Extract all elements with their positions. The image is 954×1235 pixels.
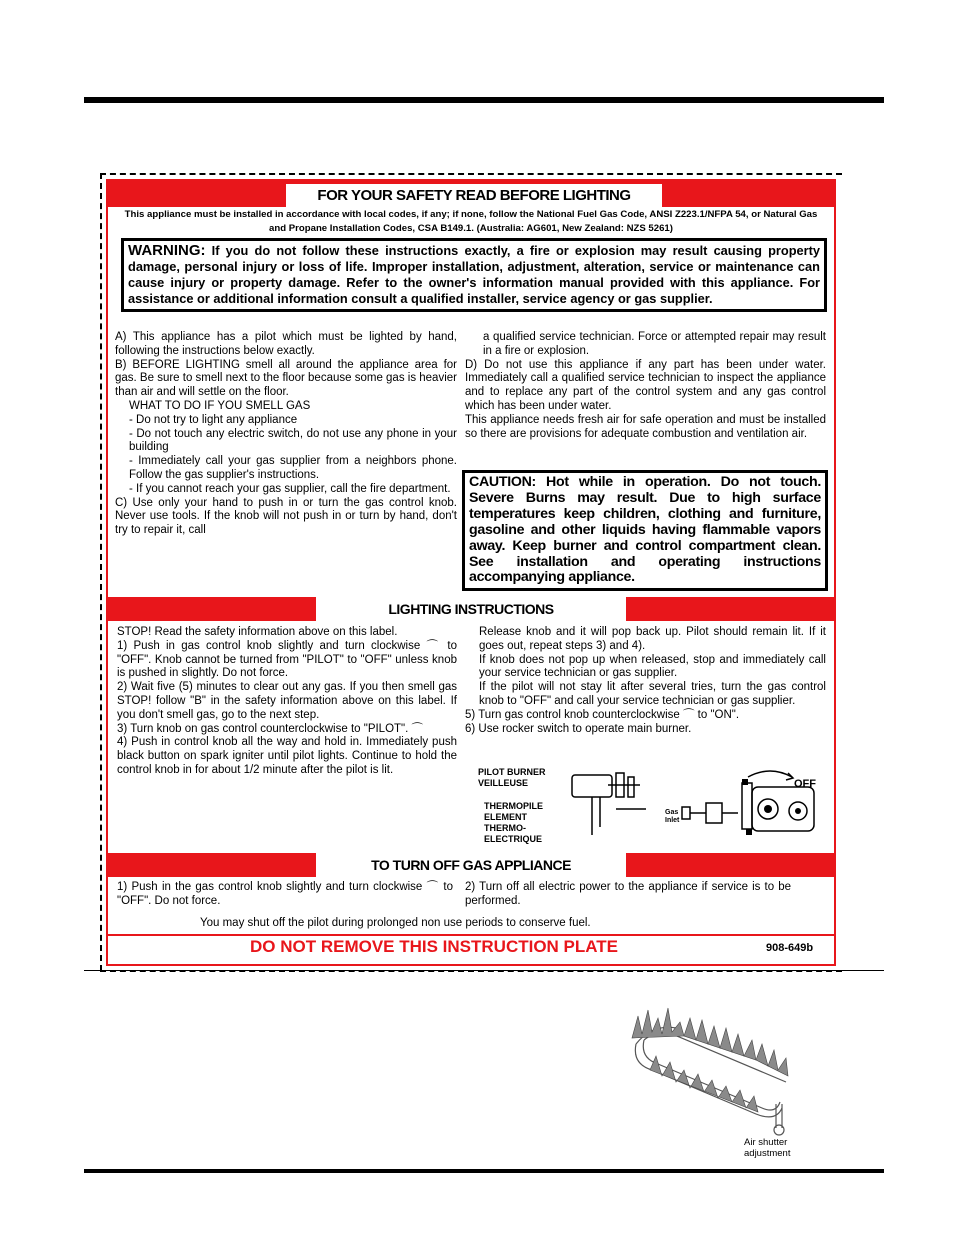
gas-inlet-label: Gas Inlet xyxy=(665,809,680,824)
turn-off-step-1: 1) Push in the gas control knob slightly and turn clockwise ⌒ to "OFF". Do not force. xyxy=(117,881,453,907)
lighting-no-stay: If the pilot will not stay lit after several tries, turn the gas control knob to "OFF" and call your service technician or gas supplier. xyxy=(479,681,826,707)
lighting-step-5: 5) Turn gas control knob counterclockwise ⌒ to "ON". xyxy=(465,708,740,721)
smell-item-2: - Do not touch any electric switch, do not use any phone in your building xyxy=(129,427,457,454)
divider-rule xyxy=(84,970,884,971)
warning-text: If you do not follow these instructions exactly, a fire or explosion may result causing property damage, personal injury or loss of life. Improper installation, adjustment, alteration, service or maintenance can cause injury or property damage. Refer to the owner's information manual provided with this appliance. For assistance or additional information consult a qualified installer, service agency or gas supplier. xyxy=(128,243,820,306)
dashed-border-left xyxy=(100,173,102,971)
lighting-right-column xyxy=(465,626,826,736)
lighting-step-3: 3) Turn knob on gas control counterclockwise to "PILOT". ⌒ xyxy=(117,722,424,735)
safety-item-d: D) Do not use this appliance if any part has been under water. Immediately call a qualified service technician to inspect the appliance and to replace any part of the control system and any gas control which has been under water. xyxy=(465,358,826,412)
bottom-rule xyxy=(84,1169,884,1173)
smell-item-3: - Immediately call your gas supplier from a neighbors phone. Follow the gas supplier's instructions. xyxy=(129,455,457,481)
turn-off-title: TO TURN OFF GAS APPLIANCE xyxy=(316,853,626,877)
safety-item-b: B) BEFORE LIGHTING smell all around the appliance area for gas. Be sure to smell next to the floor because some gas is heavier than air and will settle on the floor. xyxy=(115,358,457,399)
lighting-step-2: 2) Wait five (5) minutes to clear out any gas. If you then smell gas STOP! follow "B" in the safety information above on this label. If you don't smell gas, go to the next step. xyxy=(117,681,457,721)
dashed-border-top xyxy=(100,173,842,175)
header-title: FOR YOUR SAFETY READ BEFORE LIGHTING xyxy=(286,184,662,207)
safety-left-column xyxy=(115,331,457,538)
instruction-plate xyxy=(108,181,834,964)
warning-label: WARNING: xyxy=(128,242,206,259)
pilot-valve-diagram xyxy=(566,769,832,847)
footer-divider xyxy=(108,934,834,936)
warning-box xyxy=(121,238,827,312)
safety-right-column xyxy=(465,331,826,441)
safety-item-c-cont: a qualified service technician. Force or attempted repair may result in a fire or explosion. xyxy=(483,331,826,357)
smell-item-1: - Do not try to light any appliance xyxy=(129,413,298,426)
lighting-release: Release knob and it will pop back up. Pilot should remain lit. If it goes out, repeat steps 3) and 4). xyxy=(479,626,826,652)
lighting-left-column xyxy=(117,626,457,778)
caution-box: CAUTION: Hot while in operation. Do not touch. Severe Burns may result. Due to high surface temperatures keep children, clothing and furniture, gasoline and other liquids having flammable vapors away. Keep burner and control compartment clean. See installation and operating instructions accompanying appliance. xyxy=(462,470,828,591)
off-label: OFF xyxy=(794,778,816,790)
footer-warning: DO NOT REMOVE THIS INSTRUCTION PLATE xyxy=(250,937,619,956)
lighting-step-6: 6) Use rocker switch to operate main burner. xyxy=(465,722,692,735)
top-rule xyxy=(84,97,884,103)
safety-item-a: A) This appliance has a pilot which must be lighted by hand, following the instructions below exactly. xyxy=(115,331,457,357)
safety-item-c: C) Use only your hand to push in or turn the gas control knob. Never use tools. If the knob will not push in or turn by hand, don't try to repair it, call xyxy=(115,496,457,537)
footer-code: 908-649b xyxy=(766,942,814,954)
lighting-step-4: 4) Push in control knob all the way and hold in. Immediately push black button on spark igniter until pilot lights. Continue to hold the control knob in for about 1/2 minute after the pilot is lit. xyxy=(117,736,457,776)
lighting-no-pop: If knob does not pop up when released, stop and immediately call your service technician or gas supplier. xyxy=(479,653,826,680)
lighting-stop: STOP! Read the safety information above on this label. xyxy=(117,626,398,638)
turn-off-step-2: 2) Turn off all electric power to the appliance if service is to be performed. xyxy=(465,881,791,907)
burner-flame-illustration xyxy=(626,1004,806,1142)
thermopile-label: THERMOPILE ELEMENT THERMO-ELECTRIQUE xyxy=(484,801,544,844)
lighting-title: LIGHTING INSTRUCTIONS xyxy=(316,597,626,621)
turn-off-note: You may shut off the pilot during prolonged non use periods to conserve fuel. xyxy=(200,917,591,929)
pilot-burner-label: PILOT BURNER VEILLEUSE xyxy=(478,767,546,788)
smell-heading: WHAT TO DO IF YOU SMELL GAS xyxy=(129,399,311,412)
air-shutter-caption: Air shutter adjustment xyxy=(744,1137,791,1159)
air-note: This appliance needs fresh air for safe operation and must be installed so there are provisions for adequate combustion and ventilation air. xyxy=(465,413,826,440)
code-line: This appliance must be installed in accordance with local codes, if any; if none, follow the National Fuel Gas Code, ANSI Z223.1/NFPA 54, or Natural Gas and Propane Installation Codes, CSA B149.1. (Australia: AG601, New Zealand: NZS 5261) xyxy=(124,209,818,234)
smell-item-4: - If you cannot reach your gas supplier, call the fire department. xyxy=(129,482,451,495)
lighting-step-1: 1) Push in gas control knob slightly and turn clockwise ⌒ to "OFF". Knob cannot be turned from "PILOT" to "OFF" unless knob is pushed in slightly. Do not force. xyxy=(117,639,457,680)
